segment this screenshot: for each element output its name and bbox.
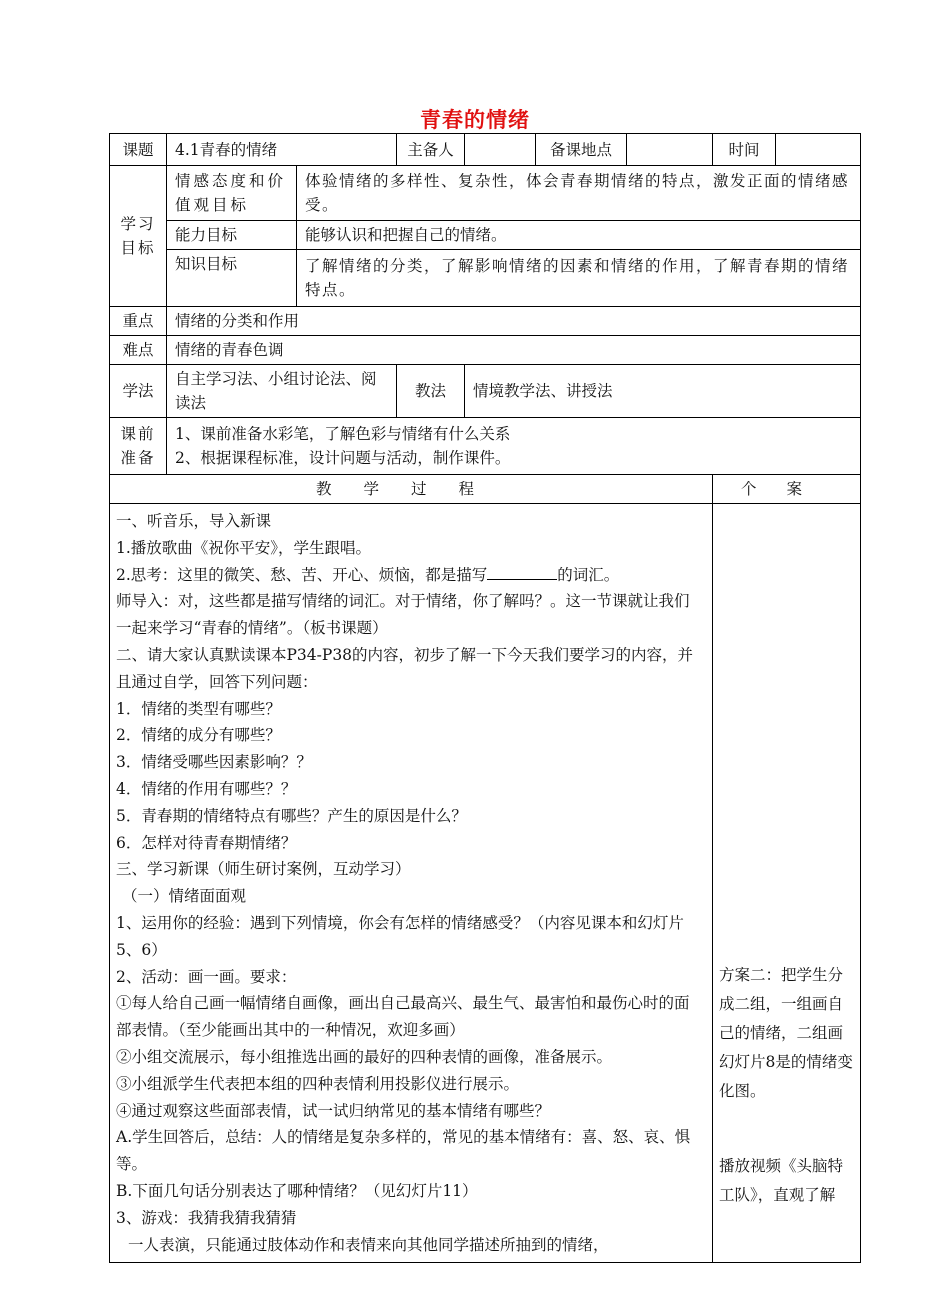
goal-label-knowledge: 知识目标 [167, 250, 297, 307]
note-item: 播放视频《头脑特工队》，直观了解 [719, 1157, 844, 1204]
process-line: A.学生回答后，总结：人的情绪是复杂多样的，常见的基本情绪有：喜、怒、哀、惧等。 [116, 1128, 691, 1174]
process-line: 1、运用你的经验：遇到下列情境，你会有怎样的情绪感受？（内容见课本和幻灯片5、6） [116, 913, 684, 959]
process-header-row [110, 475, 861, 504]
topic-label: 课题 [110, 134, 167, 166]
study-method-value: 自主学习法、小组讨论法、阅读法 [167, 365, 397, 418]
prep-row [110, 418, 861, 475]
process-line: 5．青春期的情绪特点有哪些？产生的原因是什么？ [116, 806, 467, 825]
key-point-row [110, 307, 861, 336]
process-line: （一）情绪面面观 [122, 887, 247, 906]
goal-row-ability [110, 221, 861, 250]
preparer-label: 主备人 [397, 134, 465, 166]
teach-method-label: 教法 [397, 365, 465, 418]
process-line: 一、听音乐，导入新课 [116, 512, 272, 530]
notes-content [713, 504, 861, 1263]
process-line: 二、请大家认真默读课本P34-P38的内容，初步了解一下今天我们要学习的内容，并且通过自学，回答下列问题： [116, 645, 694, 691]
process-line: 3、游戏：我猜我猜我猜猜 [116, 1208, 297, 1227]
process-line: ①每人给自己画一幅情绪自画像，画出自己最高兴、最生气、最害怕和最伤心时的面部表情。（至少能画出其中的一种情况，欢迎多画） [116, 994, 690, 1040]
location-value [627, 134, 713, 166]
difficulty-row [110, 336, 861, 365]
process-line: 2.思考：这里的微笑、愁、苦、开心、烦恼，都是描写 的词汇。 [116, 562, 704, 589]
goal-value-knowledge: 了解情绪的分类，了解影响情绪的因素和情绪的作用，了解青春期的情绪特点。 [297, 250, 861, 307]
goal-value-ability: 能够认识和把握自己的情绪。 [297, 221, 861, 250]
process-line: B.下面几句话分别表达了哪种情绪？（见幻灯片11） [116, 1181, 478, 1200]
goal-row-attitude [110, 166, 861, 221]
prep-label: 课前准备 [110, 418, 167, 475]
process-line: 师导入：对，这些都是描写情绪的词汇。对于情绪，你了解吗？。这一节课就让我们一起来学习“青春的情绪”。（板书课题） [116, 592, 690, 638]
key-point-value: 情绪的分类和作用 [167, 307, 861, 336]
goal-row-knowledge [110, 250, 861, 307]
process-body-row [110, 504, 861, 1263]
document-title: 青春的情绪 [420, 108, 530, 132]
process-header: 教学过程 [110, 475, 713, 504]
study-method-label: 学法 [110, 365, 167, 418]
difficulty-label: 难点 [110, 336, 167, 365]
process-line: ③小组派学生代表把本组的四种表情利用投影仪进行展示。 [116, 1074, 520, 1093]
lesson-plan-table [109, 133, 861, 1263]
fill-in-blank [487, 563, 557, 580]
time-value [776, 134, 861, 166]
process-line: 1.播放歌曲《祝你平安》，学生跟唱。 [116, 538, 372, 557]
process-line: 4．情绪的作用有哪些？？ [116, 779, 297, 798]
goal-label-attitude: 情感态度和价值观目标 [167, 166, 297, 221]
goal-label-ability: 能力目标 [167, 221, 297, 250]
prep-item: 1、课前准备水彩笔，了解色彩与情绪有什么关系 [175, 425, 511, 443]
teach-method-value: 情境教学法、讲授法 [465, 365, 861, 418]
process-line: 2．情绪的成分有哪些？ [116, 726, 281, 745]
process-line: 6．怎样对待青春期情绪？ [116, 833, 297, 852]
process-line: ②小组交流展示，每小组推选出画的最好的四种表情的画像，准备展示。 [116, 1047, 613, 1066]
key-point-label: 重点 [110, 307, 167, 336]
prep-item: 2、根据课程标准，设计问题与活动，制作课件。 [175, 449, 511, 467]
process-line: 3．情绪受哪些因素影响？？ [116, 753, 312, 772]
time-label: 时间 [713, 134, 776, 166]
goals-label: 学习目标 [110, 166, 167, 307]
prep-items [167, 418, 861, 475]
process-content [110, 504, 713, 1263]
process-line: 1．情绪的类型有哪些？ [116, 699, 281, 718]
note-item: 方案二：把学生分成二组，一组画自己的情绪，二组画幻灯片8是的情绪变化图。 [719, 966, 853, 1100]
process-line: 一人表演，只能通过肢体动作和表情来向其他同学描述所抽到的情绪， [128, 1235, 609, 1254]
topic-value: 4.1青春的情绪 [167, 134, 397, 166]
goal-value-attitude: 体验情绪的多样性、复杂性，体会青春期情绪的特点，激发正面的情绪感受。 [297, 166, 861, 221]
process-line: 2、活动：画一画。要求： [116, 967, 297, 986]
process-line: 三、学习新课（师生研讨案例，互动学习） [116, 860, 411, 879]
header-row [110, 134, 861, 166]
methods-row [110, 365, 861, 418]
process-line: ④通过观察这些面部表情，试一试归纳常见的基本情绪有哪些？ [116, 1101, 551, 1120]
notes-header: 个案 [713, 475, 861, 504]
location-label: 备课地点 [536, 134, 627, 166]
difficulty-value: 情绪的青春色调 [167, 336, 861, 365]
preparer-value [465, 134, 536, 166]
